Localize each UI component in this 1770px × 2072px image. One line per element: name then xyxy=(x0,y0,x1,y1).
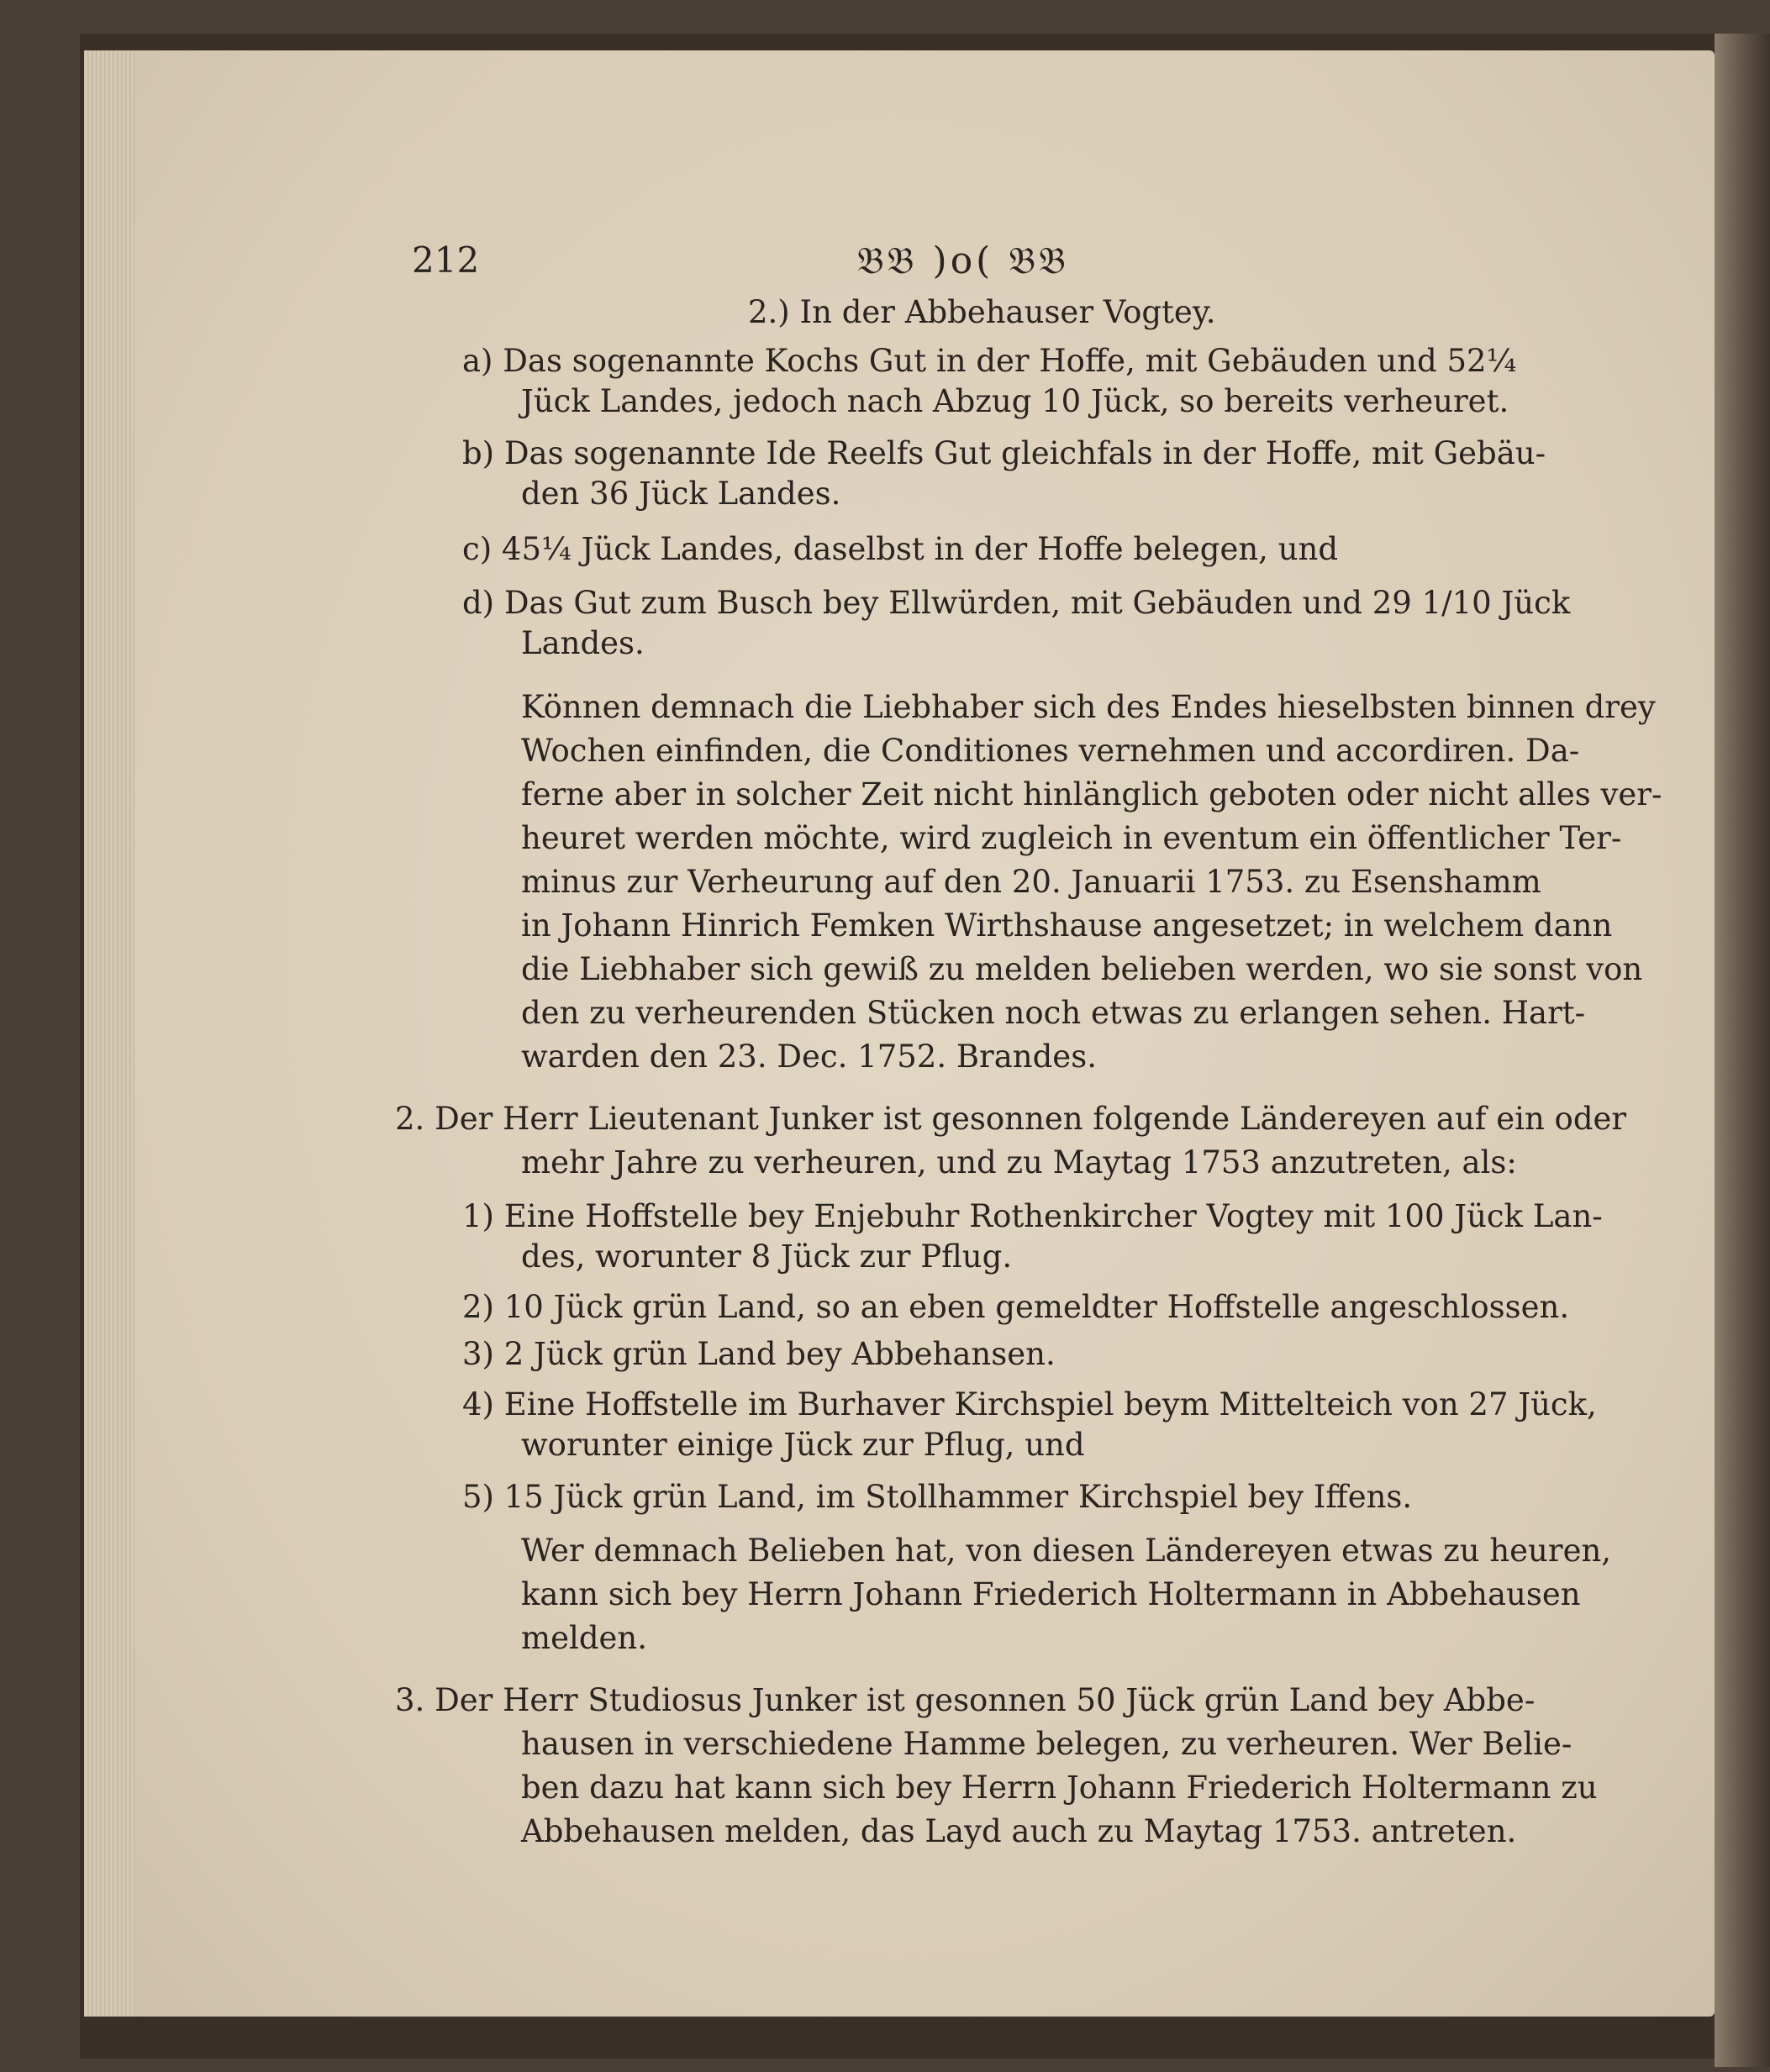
text-line: den zu verheurenden Stücken noch etwas zu erlangen sehen. Hart- xyxy=(521,995,1586,1031)
text-line: worunter einige Jück zur Pflug, und xyxy=(521,1427,1085,1463)
text-line: Landes. xyxy=(521,625,645,661)
text-line: Wer demnach Belieben hat, von diesen Ländereyen etwas zu heuren, xyxy=(521,1533,1612,1569)
text-line: Wochen einfinden, die Conditiones vernehmen und accordiren. Da- xyxy=(521,733,1580,769)
text-line: 3) 2 Jück grün Land bey Abbehansen. xyxy=(462,1336,1056,1372)
text-line: heuret werden möchte, wird zugleich in eventum ein öffentlicher Ter- xyxy=(521,820,1622,856)
section-heading: 2.) In der Abbehauser Vogtey. xyxy=(748,294,1216,330)
page-edges xyxy=(84,50,134,2017)
text-line: 1) Eine Hoffstelle bey Enjebuhr Rothenkircher Vogtey mit 100 Jück Lan- xyxy=(462,1198,1603,1234)
text-line: warden den 23. Dec. 1752. Brandes. xyxy=(521,1039,1097,1075)
text-line: melden. xyxy=(521,1620,647,1656)
text-line: 3. Der Herr Studiosus Junker ist gesonnen 50 Jück grün Land bey Abbe- xyxy=(395,1682,1536,1718)
text-line: minus zur Verheurung auf den 20. Januarii 1753. zu Esenshamm xyxy=(521,864,1541,900)
facing-page-edge xyxy=(1715,34,1770,2067)
text-line: Abbehausen melden, das Layd auch zu Maytag 1753. antreten. xyxy=(521,1813,1517,1849)
page-header xyxy=(412,239,1698,290)
text-line: b) Das sogenannte Ide Reelfs Gut gleichfals in der Hoffe, mit Gebäu- xyxy=(462,435,1546,471)
text-line: 2) 10 Jück grün Land, so an eben gemeldter Hoffstelle angeschlossen. xyxy=(462,1289,1570,1325)
text-line: 4) Eine Hoffstelle im Burhaver Kirchspiel beym Mittelteich von 27 Jück, xyxy=(462,1386,1597,1423)
text-line: die Liebhaber sich gewiß zu melden belieben werden, wo sie sonst von xyxy=(521,951,1643,987)
text-line: c) 45¼ Jück Landes, daselbst in der Hoffe belegen, und xyxy=(462,531,1339,567)
text-line: mehr Jahre zu verheuren, und zu Maytag 1753 anzutreten, als: xyxy=(521,1144,1517,1181)
text-line: ferne aber in solcher Zeit nicht hinlänglich geboten oder nicht alles ver- xyxy=(521,776,1662,812)
text-line: Können demnach die Liebhaber sich des Endes hieselbsten binnen drey xyxy=(521,689,1656,725)
page-number: 212 xyxy=(412,239,480,281)
text-line: d) Das Gut zum Busch bey Ellwürden, mit Gebäuden und 29 1/10 Jück xyxy=(462,585,1571,621)
text-line: a) Das sogenannte Kochs Gut in der Hoffe, mit Gebäuden und 52¼ xyxy=(462,343,1517,379)
text-line: kann sich bey Herrn Johann Friederich Holtermann in Abbehausen xyxy=(521,1576,1581,1612)
text-line: den 36 Jück Landes. xyxy=(521,476,841,512)
text-line: 5) 15 Jück grün Land, im Stollhammer Kirchspiel bey Iffens. xyxy=(462,1479,1413,1515)
text-line: 2. Der Herr Lieutenant Junker ist gesonnen folgende Ländereyen auf ein oder xyxy=(395,1101,1627,1137)
text-line: ben dazu hat kann sich bey Herrn Johann Friederich Holtermann zu xyxy=(521,1770,1598,1806)
header-ornament: 𝔅𝔅 )o( 𝔅𝔅 xyxy=(857,239,1069,282)
text-line: Jück Landes, jedoch nach Abzug 10 Jück, so bereits verheuret. xyxy=(521,383,1509,419)
text-line: in Johann Hinrich Femken Wirthshause angesetzet; in welchem dann xyxy=(521,907,1613,944)
text-line: des, worunter 8 Jück zur Pflug. xyxy=(521,1238,1013,1275)
text-line: hausen in verschiedene Hamme belegen, zu verheuren. Wer Belie- xyxy=(521,1726,1572,1762)
